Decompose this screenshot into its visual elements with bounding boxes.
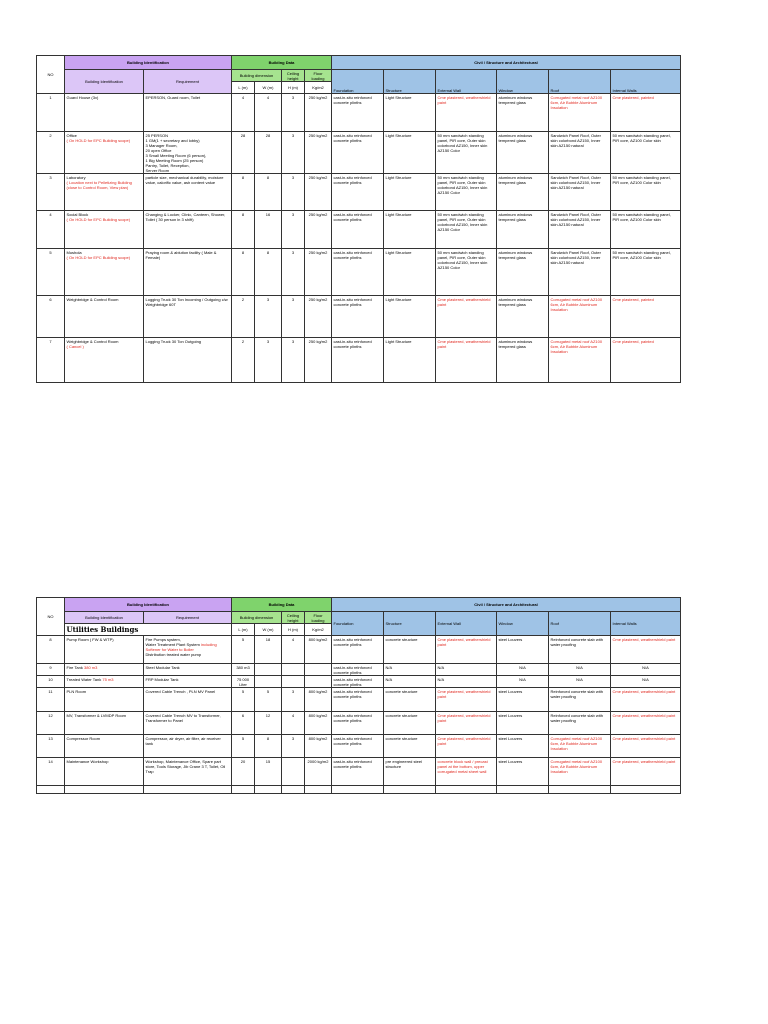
row-no: 8 [37, 636, 65, 664]
structure: pre engineered steel structure [384, 758, 436, 786]
ceiling-height: 3 [282, 296, 305, 338]
internal-walls: Cme plastered, painted [611, 338, 681, 383]
header-kgm2: Kg/m2 [305, 82, 332, 94]
window: N/A [497, 676, 549, 688]
internal-walls: Cme plastered, weathershield paint [611, 712, 681, 735]
window: aluminum windows tempered glass [497, 211, 549, 249]
row-no: 6 [37, 296, 65, 338]
table-row [37, 688, 681, 712]
external-wall: Cme plastered, weathershield paint [436, 688, 497, 712]
header-building-identification-group: Building Identification [65, 598, 232, 612]
roof: Sandwich Panel Roof, Outer skin colorbond AZ150, Inner skin AZ150 natural [549, 132, 611, 174]
floor-loading: 250 kg/m2 [305, 338, 332, 383]
building-name: Weighbridge & Control Room [66, 296, 119, 302]
header-internal-walls: Internal Walls [611, 70, 681, 94]
building-table-1 [36, 55, 681, 383]
requirement-cell [144, 211, 232, 249]
building-name-cell [65, 636, 144, 664]
dimension-l: 8 [232, 174, 255, 211]
window: steel Louvers [497, 735, 549, 758]
row-no: 1 [37, 94, 65, 132]
table-row [37, 712, 681, 735]
foundation: cast-in-situ reinforced concrete plinths [332, 296, 384, 338]
external-wall: 50 mm sandwich standing panel, PIR core, Outer skin colorbond AZ150, Inner skin AZ150 Color [436, 211, 497, 249]
row-no: 2 [37, 132, 65, 174]
requirement-text: Compressor, air dryer, air filter, air receiver tank [145, 735, 221, 746]
window: steel Louvers [497, 636, 549, 664]
floor-loading: 250 kg/m2 [305, 249, 332, 296]
table-row [37, 296, 681, 338]
building-name-cell [65, 249, 144, 296]
table-row [37, 664, 681, 676]
external-wall: Cme plastered, weathershield paint [436, 94, 497, 132]
dimension-l: 8 [232, 249, 255, 296]
window: steel Louvers [497, 688, 549, 712]
structure: Light Structure [384, 296, 436, 338]
roof: Corrugated metal roof AZ100 6cm, Air Bubble Aluminum Insulation [549, 296, 611, 338]
empty-cell [232, 786, 255, 794]
empty-cell [384, 786, 436, 794]
empty-cell [65, 786, 144, 794]
roof: Sandwich Panel Roof, Outer skin colorbond AZ150, Inner skin AZ150 natural [549, 249, 611, 296]
requirement-cell [144, 338, 232, 383]
ceiling-height [282, 758, 305, 786]
empty-cell [37, 786, 65, 794]
header-w: W (m) [255, 82, 282, 94]
header-h: H (m) [282, 82, 305, 94]
empty-cell [549, 786, 611, 794]
header-requirement: Requirement [144, 612, 232, 624]
building-note: ( On HOLD for EPC Building scope) [66, 137, 131, 143]
requirement-cell [144, 174, 232, 211]
internal-walls: Cme plastered, weathershield paint [611, 758, 681, 786]
header-l: L (m) [232, 624, 255, 636]
external-wall: Cme plastered, weathershield paint [436, 735, 497, 758]
building-name-cell [65, 688, 144, 712]
dimension-w: 8 [255, 174, 282, 211]
dimension-w: 15 [255, 758, 282, 786]
header-building-data-group: Building Data [232, 598, 332, 612]
internal-walls: Cme plastered, weathershield paint [611, 735, 681, 758]
dimension-l: 5 [232, 636, 255, 664]
dimension-l: 2 [232, 338, 255, 383]
empty-cell [255, 786, 282, 794]
ceiling-height [282, 676, 305, 688]
structure: concrete structure [384, 712, 436, 735]
internal-walls: N/A [611, 676, 681, 688]
building-name-cell [65, 735, 144, 758]
structure: N/A [384, 676, 436, 688]
floor-loading: 800 kg/m2 [305, 688, 332, 712]
header-kgm2: Kg/m2 [305, 624, 332, 636]
window: aluminum windows tempered glass [497, 296, 549, 338]
header-building-data-group: Building Data [232, 56, 332, 70]
requirement-cell [144, 676, 232, 688]
table-row [37, 735, 681, 758]
roof: Corrugated metal roof AZ100 6cm, Air Bubble Aluminum Insulation [549, 338, 611, 383]
header-requirement: Requirement [144, 70, 232, 94]
header-roof: Roof [549, 612, 611, 636]
building-name: Weighbridge & Control Room [66, 338, 119, 344]
header-window: Window [497, 612, 549, 636]
dimension-w: 28 [255, 132, 282, 174]
window: N/A [497, 664, 549, 676]
dimension-l: 5 [232, 735, 255, 758]
window: steel Louvers [497, 758, 549, 786]
foundation: cast-in-situ reinforced concrete plinths [332, 132, 384, 174]
requirement-text: Workshop, Maintenance Office, Spare part store, Tools Storage, Jib Crane 3 T, Toilet, Oil Trap [145, 758, 226, 774]
header-building-dimension: Building dimension [232, 612, 282, 624]
building-name-cell [65, 94, 144, 132]
section-title: Utilities Buildings [65, 624, 232, 636]
requirement-cell [144, 249, 232, 296]
table-row [37, 211, 681, 249]
dimension-w: 12 [255, 712, 282, 735]
header-civil-group: Civil / Structure and Architectural [332, 56, 681, 70]
window: aluminum windows tempered glass [497, 94, 549, 132]
foundation: cast-in-situ reinforced concrete plinths [332, 338, 384, 383]
structure: concrete structure [384, 636, 436, 664]
requirement-text: Steel Modular Tank [145, 664, 180, 670]
requirement-text: Fire Pumps system, Water Treatment Plant System [145, 636, 200, 647]
header-h: H (m) [282, 624, 305, 636]
dimension-l: 2 [232, 296, 255, 338]
header-no: NO [37, 56, 65, 94]
floor-loading: 250 kg/m2 [305, 296, 332, 338]
empty-cell [497, 786, 549, 794]
external-wall: Cme plastered, weathershield paint [436, 296, 497, 338]
dimension-w: 18 [255, 636, 282, 664]
roof: Sandwich Panel Roof, Outer skin colorbond AZ150, Inner skin AZ150 natural [549, 211, 611, 249]
empty-cell [305, 786, 332, 794]
header-foundation: Foundation [332, 70, 384, 94]
internal-walls: 50 mm sandwich standing panel, PIR core, AZ100 Color skin [611, 211, 681, 249]
ceiling-height: 4 [282, 712, 305, 735]
floor-loading: 800 kg/m2 [305, 735, 332, 758]
building-name: Treated Water Tank [66, 676, 102, 682]
building-note: ( Location next to Pelletizing Building (close to Control Room, View plan) [66, 179, 132, 190]
structure: Light Structure [384, 249, 436, 296]
requirement-tail: Distribution treated water pump [145, 651, 202, 657]
header-w: W (m) [255, 624, 282, 636]
roof: Reinforced concrete slab with water proofing [549, 712, 611, 735]
building-name: Mushola [66, 249, 82, 255]
external-wall: 50 mm sandwich standing panel, PIR core, Outer skin colorbond AZ150, Inner skin AZ150 Color [436, 249, 497, 296]
floor-loading: 250 kg/m2 [305, 132, 332, 174]
structure: Light Structure [384, 338, 436, 383]
row-no: 3 [37, 174, 65, 211]
dimension-l: 75 000 Liter [232, 676, 255, 688]
building-name-cell [65, 758, 144, 786]
requirement-text: FRP Modular Tank [145, 676, 179, 682]
external-wall: Cme plastered, weathershield paint [436, 712, 497, 735]
window: aluminum windows tempered glass [497, 338, 549, 383]
empty-cell [144, 786, 232, 794]
dimension-l: 380 m3 [232, 664, 255, 676]
requirement-cell [144, 758, 232, 786]
requirement-note: including Softener for Water to Boiler [145, 641, 217, 652]
header-building-dimension: Building dimension [232, 70, 282, 82]
building-name: Compressor Room [66, 735, 101, 741]
window: steel Louvers [497, 712, 549, 735]
building-name: Pump Room ( FW & WTP) [66, 636, 114, 642]
building-name-cell [65, 132, 144, 174]
building-volume-note: 75 m3 [102, 676, 114, 682]
table-row [37, 758, 681, 786]
foundation: cast-in-situ reinforced concrete plinths [332, 664, 384, 676]
dimension-l: 4 [232, 94, 255, 132]
external-wall: Cme plastered, weathershield paint [436, 338, 497, 383]
internal-walls: Cme plastered, painted [611, 94, 681, 132]
ceiling-height [282, 664, 305, 676]
internal-walls: 50 mm sandwich standing panel, PIR core, AZ100 Color skin [611, 174, 681, 211]
floor-loading: 250 kg/m2 [305, 94, 332, 132]
internal-walls: Cme plastered, weathershield paint [611, 636, 681, 664]
table-2-body [37, 636, 681, 794]
window: aluminum windows tempered glass [497, 249, 549, 296]
building-table-2 [36, 597, 681, 794]
dimension-w: 8 [255, 735, 282, 758]
header-internal-walls: Internal Walls [611, 612, 681, 636]
dimension-l: 28 [232, 132, 255, 174]
building-volume-note: 380 m3 [84, 664, 98, 670]
row-no: 7 [37, 338, 65, 383]
building-name: Fire Tank [66, 664, 83, 670]
header-window: Window [497, 70, 549, 94]
internal-walls: 50 mm sandwich standing panel, PIR core, AZ100 Color skin [611, 249, 681, 296]
requirement-cell [144, 94, 232, 132]
empty-cell [611, 786, 681, 794]
header-ceiling-height: Ceiling height [282, 612, 305, 624]
header-structure: Structure [384, 612, 436, 636]
dimension-w: 16 [255, 211, 282, 249]
requirement-text: Covered Cable Trench , PLN MV Panel [145, 688, 216, 694]
foundation: cast-in-situ reinforced concrete plinths [332, 758, 384, 786]
dimension-l: 6 [232, 712, 255, 735]
header-structure: Structure [384, 70, 436, 94]
building-name: PLN Room [66, 688, 87, 694]
table-1-body [37, 94, 681, 383]
row-no: 5 [37, 249, 65, 296]
building-note: ( On HOLD for EPC Building scope) [66, 254, 131, 260]
building-name-cell [65, 338, 144, 383]
building-name-cell [65, 174, 144, 211]
roof: Corrugated metal roof AZ100 6cm, Air Bubble Aluminum Insulation [549, 94, 611, 132]
row-no: 9 [37, 664, 65, 676]
window: aluminum windows tempered glass [497, 174, 549, 211]
requirement-text: Changing & Locker, Clinic, Canteen, Shower, Toilet ( 30 person in 3 shift) [145, 211, 226, 222]
building-name: Social Block [66, 211, 89, 217]
ceiling-height: 4 [282, 636, 305, 664]
ceiling-height: 3 [282, 249, 305, 296]
dimension-w [255, 676, 282, 688]
roof: N/A [549, 664, 611, 676]
row-no: 14 [37, 758, 65, 786]
foundation: cast-in-situ reinforced concrete plinths [332, 636, 384, 664]
building-note: ( Cancel ) [66, 343, 84, 349]
dimension-l: 20 [232, 758, 255, 786]
floor-loading: 800 kg/m2 [305, 712, 332, 735]
header-floor-loading: Floor loading [305, 612, 332, 624]
floor-loading [305, 664, 332, 676]
building-name-cell [65, 211, 144, 249]
building-name-cell [65, 676, 144, 688]
external-wall: N/A [436, 676, 497, 688]
requirement-cell [144, 296, 232, 338]
dimension-w: 5 [255, 688, 282, 712]
requirement-text: particle size, mechanical durability, moisture value, calorific value, ash content value [145, 174, 224, 185]
roof: Corrugated metal roof AZ100 6cm, Air Bubble Aluminum Insulation [549, 758, 611, 786]
building-name: Maintenance Workshop [66, 758, 109, 764]
table-row [37, 636, 681, 664]
table-row [37, 249, 681, 296]
internal-walls: Cme plastered, weathershield paint [611, 688, 681, 712]
dimension-w [255, 664, 282, 676]
foundation: cast-in-situ reinforced concrete plinths [332, 735, 384, 758]
header-no: NO [37, 598, 65, 636]
foundation: cast-in-situ reinforced concrete plinths [332, 94, 384, 132]
requirement-cell [144, 636, 232, 664]
building-name-cell [65, 664, 144, 676]
requirement-cell [144, 132, 232, 174]
foundation: cast-in-situ reinforced concrete plinths [332, 676, 384, 688]
foundation: cast-in-situ reinforced concrete plinths [332, 249, 384, 296]
requirement-text: Praying room & ablution facility ( Male & Female) [145, 249, 217, 260]
empty-row [37, 786, 681, 794]
floor-loading: 250 kg/m2 [305, 174, 332, 211]
external-wall: 50 mm sandwich standing panel, PIR core, Outer skin colorbond AZ150, Inner skin AZ150 Color [436, 174, 497, 211]
requirement-cell [144, 664, 232, 676]
internal-walls: N/A [611, 664, 681, 676]
row-no: 13 [37, 735, 65, 758]
ceiling-height: 3 [282, 688, 305, 712]
roof: N/A [549, 676, 611, 688]
building-name: Guard House (3x) [66, 94, 99, 100]
floor-loading: 2000 kg/m2 [305, 758, 332, 786]
building-name-cell [65, 712, 144, 735]
header-floor-loading: Floor loading [305, 70, 332, 82]
building-note: ( On HOLD for EPC Building scope) [66, 216, 131, 222]
foundation: cast-in-situ reinforced concrete plinths [332, 712, 384, 735]
table-row [37, 94, 681, 132]
building-name: Laboratory [66, 174, 86, 180]
header-external-wall: External Wall [436, 70, 497, 94]
structure: Light Structure [384, 94, 436, 132]
foundation: cast-in-situ reinforced concrete plinths [332, 174, 384, 211]
requirement-cell [144, 735, 232, 758]
structure: Light Structure [384, 211, 436, 249]
floor-loading: 800 kg/m2 [305, 636, 332, 664]
dimension-w: 3 [255, 338, 282, 383]
row-no: 12 [37, 712, 65, 735]
row-no: 11 [37, 688, 65, 712]
header-foundation: Foundation [332, 612, 384, 636]
requirement-cell [144, 688, 232, 712]
external-wall: N/A [436, 664, 497, 676]
requirement-text: 25 PERSON 1 GM(1 + secretary and lobby) 3 Manager Room, 20 open Office 3 Small Meeting Room (6 person), 1 Big Meeting Room (25 person) Pantry, Toilet, Reception, Server Room [145, 132, 207, 173]
header-civil-group: Civil / Structure and Architectural [332, 598, 681, 612]
dimension-w: 3 [255, 296, 282, 338]
roof: Sandwich Panel Roof, Outer skin colorbond AZ150, Inner skin AZ150 natural [549, 174, 611, 211]
structure: Light Structure [384, 174, 436, 211]
row-no: 4 [37, 211, 65, 249]
dimension-w: 4 [255, 94, 282, 132]
ceiling-height: 3 [282, 94, 305, 132]
requirement-text: Logging Truck 30 Ton Outgoing [145, 338, 202, 344]
ceiling-height: 3 [282, 211, 305, 249]
header-ceiling-height: Ceiling height [282, 70, 305, 82]
row-no: 10 [37, 676, 65, 688]
dimension-l: 5 [232, 688, 255, 712]
ceiling-height: 3 [282, 174, 305, 211]
table-row [37, 174, 681, 211]
floor-loading [305, 676, 332, 688]
structure: Light Structure [384, 132, 436, 174]
table-row [37, 676, 681, 688]
foundation: cast-in-situ reinforced concrete plinths [332, 688, 384, 712]
header-roof: Roof [549, 70, 611, 94]
building-name-cell [65, 296, 144, 338]
structure: concrete structure [384, 688, 436, 712]
empty-cell [332, 786, 384, 794]
window: aluminum windows tempered glass [497, 132, 549, 174]
header-building-identification: Building Identification [65, 70, 144, 94]
external-wall: concrete block wall / precast panel at the bottom, upper corrugated metal sheet wall [436, 758, 497, 786]
header-building-identification: Building Identification [65, 612, 144, 624]
header-external-wall: External Wall [436, 612, 497, 636]
ceiling-height: 3 [282, 338, 305, 383]
dimension-l: 8 [232, 211, 255, 249]
empty-cell [282, 786, 305, 794]
building-name: MV, Transformer & LVMDP Room [66, 712, 126, 718]
roof: Reinforced concrete slab with water proofing [549, 688, 611, 712]
floor-loading: 250 kg/m2 [305, 211, 332, 249]
external-wall: Cme plastered, weathershield paint [436, 636, 497, 664]
internal-walls: 50 mm sandwich standing panel, PIR core, AZ100 Color skin [611, 132, 681, 174]
roof: Reinforced concrete slab with water proofing [549, 636, 611, 664]
requirement-text: Logging Truck 30 Ton Incoming / Outgoing c/w Weighbridge 60T [145, 296, 228, 307]
ceiling-height: 3 [282, 132, 305, 174]
roof: Corrugated metal roof AZ100 6cm, Air Bubble Aluminum Insulation [549, 735, 611, 758]
external-wall: 50 mm sandwich standing panel, PIR core, Outer skin colorbond AZ150, Inner skin AZ150 Color [436, 132, 497, 174]
internal-walls: Cme plastered, painted [611, 296, 681, 338]
dimension-w: 8 [255, 249, 282, 296]
header-l: L (m) [232, 82, 255, 94]
structure: concrete structure [384, 735, 436, 758]
table-row [37, 338, 681, 383]
structure: N/A [384, 664, 436, 676]
ceiling-height: 3 [282, 735, 305, 758]
requirement-text: Covered Cable Trench MV to Transformer, Transformer to Panel [145, 712, 221, 723]
empty-cell [436, 786, 497, 794]
header-building-identification-group: Building Identification [65, 56, 232, 70]
requirement-cell [144, 712, 232, 735]
building-name: Office [66, 132, 77, 138]
table-row [37, 132, 681, 174]
foundation: cast-in-situ reinforced concrete plinths [332, 211, 384, 249]
requirement-text: EPERSON, Guard room, Toilet [145, 94, 201, 100]
